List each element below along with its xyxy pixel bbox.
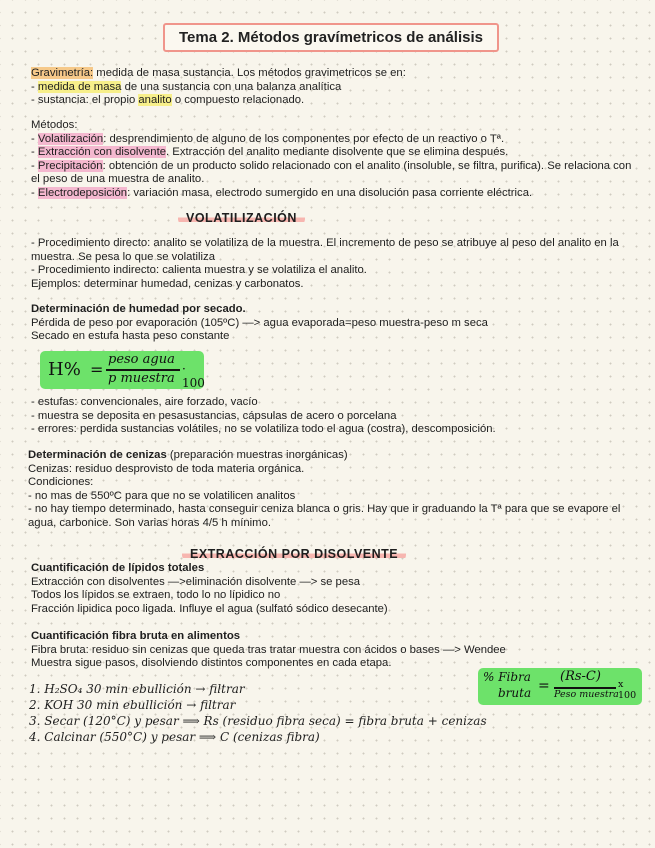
term-electrodeposicion: Electrodeposición bbox=[37, 186, 128, 199]
humedad-line-1: Pérdida de peso por evaporación (105ºC) —> agua evaporada=peso muestra-peso m seca bbox=[31, 316, 488, 329]
lipidos-line-2: Todos los lípidos se extraen, todo lo no lípidico no bbox=[31, 589, 281, 601]
term-extraccion: Extracción con disolvente bbox=[37, 146, 167, 158]
formula-numerator: peso agua bbox=[108, 352, 175, 367]
method-extraccion bbox=[31, 146, 635, 160]
step-1: 1. H₂SO₄ 30 min ebullición → filtrar bbox=[29, 682, 245, 696]
fibra-equals: = bbox=[538, 678, 550, 694]
bullet: - bbox=[31, 159, 38, 172]
volatilizacion-directo: - Procedimiento directo: analito se volatiliza de la muestra. El incremento de peso se atribuye al peso del analito en la muestra. Se pesa lo que se volatiliza bbox=[31, 237, 619, 263]
step-2: 2. KOH 30 min ebullición → filtrar bbox=[29, 698, 236, 712]
humedad-section bbox=[31, 303, 488, 344]
heading-volatilizacion: VOLATILIZACIÓN bbox=[178, 211, 305, 225]
humedad-line-2: Secado en estufa hasta peso constante bbox=[31, 330, 230, 342]
heading-fibra: Cuantificación fibra bruta en alimentos bbox=[31, 630, 241, 642]
fibra-multiplier: x 100 bbox=[618, 679, 637, 701]
intro-line-gravimetria bbox=[31, 67, 406, 81]
lipidos-line-1: Extracción con disolventes —>eliminación disolvente —> se pesa bbox=[31, 575, 361, 588]
fibra-formula bbox=[478, 668, 642, 705]
method-volatilizacion bbox=[31, 133, 635, 147]
intro-section bbox=[31, 67, 406, 108]
cenizas-section bbox=[28, 449, 632, 530]
cenizas-line-2: Condiciones: bbox=[28, 476, 94, 488]
method-precipitacion bbox=[31, 160, 635, 187]
lipidos-section bbox=[31, 562, 388, 616]
volatilizacion-indirecto: - Procedimiento indirecto: calienta muestra y se volatiliza el analito. bbox=[31, 264, 367, 276]
intro-text: de una sustancia con una balanza analítica bbox=[121, 80, 342, 93]
fibra-lhs-top: % Fibra bbox=[483, 670, 531, 684]
methods-section bbox=[31, 119, 635, 200]
cenizas-line-1: Cenizas: residuo desprovisto de toda materia orgánica. bbox=[28, 462, 305, 475]
formula-denominator: p muestra bbox=[108, 371, 175, 386]
method-text: : obtención de un producto solido relacionado con el analito (insoluble, se filtra, purifica). Se relaciona con el peso de una muestra de analito. bbox=[31, 159, 632, 185]
page-title-text: Tema 2. Métodos gravímetricos de análisis bbox=[179, 29, 483, 46]
fibra-lhs-bottom: bruta bbox=[498, 686, 532, 700]
bullet: - bbox=[31, 186, 38, 199]
formula-multiplier: · 100 bbox=[182, 362, 205, 390]
volatilizacion-section bbox=[31, 237, 631, 291]
term-gravimetria: Gravimetría: bbox=[31, 67, 94, 79]
fibra-numerator: (Rs-C) bbox=[560, 669, 601, 684]
step-3: 3. Secar (120°C) y pesar ⟹ Rs (residuo fibra seca) = fibra bruta + cenizas bbox=[29, 714, 487, 728]
method-electrodeposicion bbox=[31, 187, 635, 201]
fibra-steps bbox=[29, 681, 487, 745]
term-precipitacion: Precipitación bbox=[37, 159, 103, 172]
heading-cenizas-line bbox=[28, 449, 632, 463]
fibra-line-1: Fibra bruta: residuo sin cenizas que queda tras tratar muestra con ácidos o bases —> Wendee bbox=[31, 643, 506, 656]
cenizas-line-3: - no mas de 550ºC para que no se volatilicen analitos bbox=[28, 489, 296, 502]
heading-cenizas-note: (preparación muestras inorgánicas) bbox=[166, 449, 348, 461]
formula-equals: = bbox=[90, 360, 104, 379]
step-4: 4. Calcinar (550°C) y pesar ⟹ C (cenizas fibra) bbox=[29, 730, 320, 744]
humedad-bullets bbox=[31, 396, 496, 437]
fibra-line-2: Muestra sigue pasos, disolviendo distintos componentes en cada etapa. bbox=[31, 657, 392, 669]
volatilizacion-ejemplos: Ejemplos: determinar humedad, cenizas y carbonatos. bbox=[31, 277, 304, 290]
cenizas-line-4: - no hay tiempo determinado, hasta conseguir ceniza blanca o gris. Hay que ir graduando la Tª para que se evapore el agua, carbonice. Son varias horas 4/5 h mínimo. bbox=[28, 503, 621, 529]
bullet: - bbox=[31, 132, 38, 145]
humedad-errores: - errores: perdida sustancias volátiles, no se volatiliza todo el agua (costra), descomposición. bbox=[31, 423, 496, 435]
humedad-estufas: - estufas: convencionales, aire forzado, vacío bbox=[31, 396, 258, 408]
intro-line-2 bbox=[31, 94, 406, 108]
method-text: . Extracción del analito mediante disolvente que se elimina después. bbox=[166, 146, 509, 158]
bullet: - bbox=[31, 146, 38, 158]
intro-text: o compuesto relacionado. bbox=[171, 94, 305, 106]
intro-text: - sustancia: el propio bbox=[31, 94, 139, 106]
term-volatilizacion: Volatilización bbox=[37, 132, 104, 145]
intro-text: medida de masa sustancia. Los métodos gravimetricos se en: bbox=[93, 67, 406, 79]
heading-extraccion: EXTRACCIÓN POR DISOLVENTE bbox=[182, 547, 406, 561]
heading-humedad: Determinación de humedad por secado. bbox=[31, 303, 246, 315]
fibra-section bbox=[31, 630, 506, 671]
fibra-denominator: Peso muestra bbox=[554, 689, 619, 700]
method-text: : desprendimiento de alguno de los componentes por efecto de un reactivo o Tª. bbox=[103, 132, 505, 145]
lipidos-line-3: Fracción lipidica poco ligada. Influye el agua (sulfató sódico desecante) bbox=[31, 602, 388, 615]
humedad-muestra: - muestra se deposita en pesasustancias, cápsulas de acero o porcelana bbox=[31, 409, 397, 422]
term-medida-masa: medida de masa bbox=[37, 80, 122, 93]
term-analito: analito bbox=[138, 94, 172, 106]
page-title bbox=[163, 23, 499, 52]
methods-label: Métodos: bbox=[31, 119, 78, 131]
humedad-formula bbox=[40, 351, 204, 389]
heading-cenizas: Determinación de cenizas bbox=[28, 449, 167, 461]
bullet: - bbox=[31, 80, 38, 93]
method-text: : variación masa, electrodo sumergido en una disolución pasa corriente eléctrica. bbox=[127, 186, 533, 199]
formula-lhs: H% bbox=[48, 359, 81, 380]
heading-lipidos: Cuantificación de lípidos totales bbox=[31, 562, 205, 574]
intro-line-1 bbox=[31, 81, 406, 95]
